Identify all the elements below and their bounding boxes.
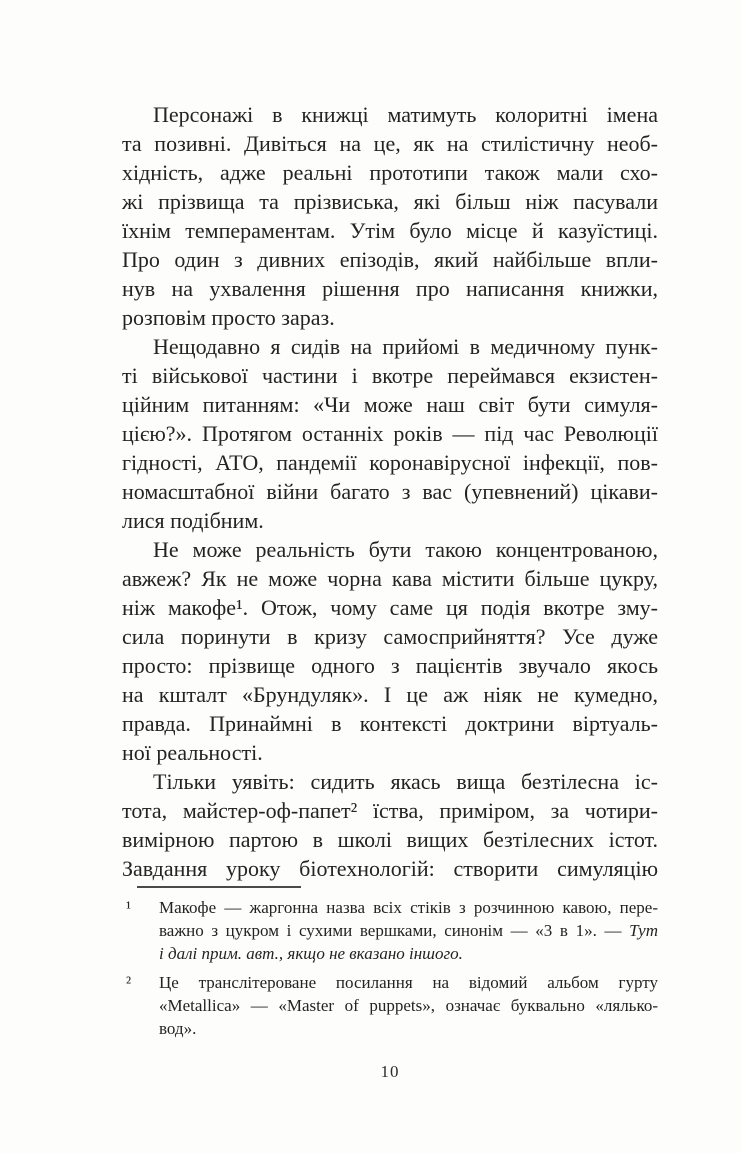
footnote-text-line [159, 994, 658, 1017]
footnote-1 [122, 896, 658, 965]
body-text-line: Тільки уявіть: сидить якась вища безтілесна іс- [153, 769, 658, 794]
paragraph [122, 767, 658, 883]
page-number: 10 [380, 1062, 400, 1081]
footnote-text: Це транслітероване посилання на відомий альбом гурту [159, 973, 658, 992]
footnotes-block [122, 896, 658, 1040]
body-text-line: Персонажі в книжці матимуть колоритні імена [153, 102, 658, 127]
body-text-line: на кшталт «Брундуляк». І це аж ніяк не кумедно, [122, 682, 658, 707]
footnote-text-line [159, 971, 658, 994]
footnote-text: вод». [159, 1019, 197, 1038]
footnote-text-line [159, 919, 658, 942]
body-text-line: Завдання уроку біотехнологій: створити симуляцію [122, 856, 658, 881]
body-text-line: лися подібним. [122, 508, 264, 533]
body-text-line: Не може реальність бути такою концентрованою, [153, 537, 658, 562]
paragraph [122, 100, 658, 332]
body-text-line: жі прізвища та прізвиська, які більш ніж пасували [122, 189, 658, 214]
footnote-text-line [159, 1017, 658, 1040]
footnote-2-body [159, 971, 658, 1040]
body-text-line: цією?». Протягом останніх років — під час Революції [122, 421, 658, 446]
body-text-line: тота, майстер-оф-папет² їства, приміром, за чотири- [122, 798, 658, 823]
body-text-line: вимірною партою в школі вищих безтілесних істот. [122, 827, 658, 852]
body-text-line: просто: прізвище одного з пацієнтів звучало якось [122, 653, 658, 678]
body-text-line: ті військової частини і вкотре переймався екзистен- [122, 363, 658, 388]
paragraph [122, 332, 658, 535]
body-text-line: нув на ухвалення рішення про написання книжки, [122, 276, 658, 301]
body-text-line: ційним питанням: «Чи може наш світ бути симуля- [122, 392, 658, 417]
body-text-line: ніж макофе¹. Отож, чому саме ця подія вкотре зму- [122, 595, 658, 620]
body-text-line: розповім просто зараз. [122, 305, 335, 330]
footnote-author-note: Тут [629, 921, 658, 940]
footnote-author-note: і далі прим. авт., якщо не вказано іншого. [159, 944, 463, 963]
body-text-line: ної реальності. [122, 740, 263, 765]
footnote-2-marker: ² [126, 973, 132, 992]
body-text-line: сила поринути в кризу самосприйняття? Усе дуже [122, 624, 658, 649]
footnote-1-body [159, 896, 658, 965]
paragraph [122, 535, 658, 767]
body-text-line: хідність, адже реальні прототипи також мали схо- [122, 160, 658, 185]
body-text-line: Нещодавно я сидів на прийомі в медичному пунк- [153, 334, 658, 359]
footnote-text-line [159, 896, 658, 919]
body-text-line: та позивні. Дивіться на це, як на стилістичну необ- [122, 131, 658, 156]
footnote-text: «Metallica» — «Master of puppets», означає буквально «лялько- [159, 996, 658, 1015]
footnote-text-line [159, 942, 658, 965]
footnote-1-marker: ¹ [126, 898, 132, 917]
body-text-line: їхнім темпераментам. Утім було місце й казуїстиці. [122, 218, 658, 243]
footnote-separator [137, 886, 301, 888]
body-text-line: гідності, АТО, пандемії коронавірусної інфекції, пов- [122, 450, 658, 475]
body-text-line: Про один з дивних епізодів, який найбільше впли- [122, 247, 658, 272]
text-column [122, 100, 658, 1082]
footnote-text: важно з цукром і сухими вершками, синонім — «3 в 1». — [159, 921, 630, 940]
body-text-line: номасштабної війни багато з вас (упевнений) цікави- [122, 479, 658, 504]
footnote-text: Макофе — жаргонна назва всіх стіків з розчинною кавою, пере- [159, 898, 658, 917]
body-text-line: правда. Принаймні в контексті доктрини віртуаль- [122, 711, 658, 736]
footnote-2 [122, 971, 658, 1040]
body-text-line: авжеж? Як не може чорна кава містити більше цукру, [122, 566, 658, 591]
